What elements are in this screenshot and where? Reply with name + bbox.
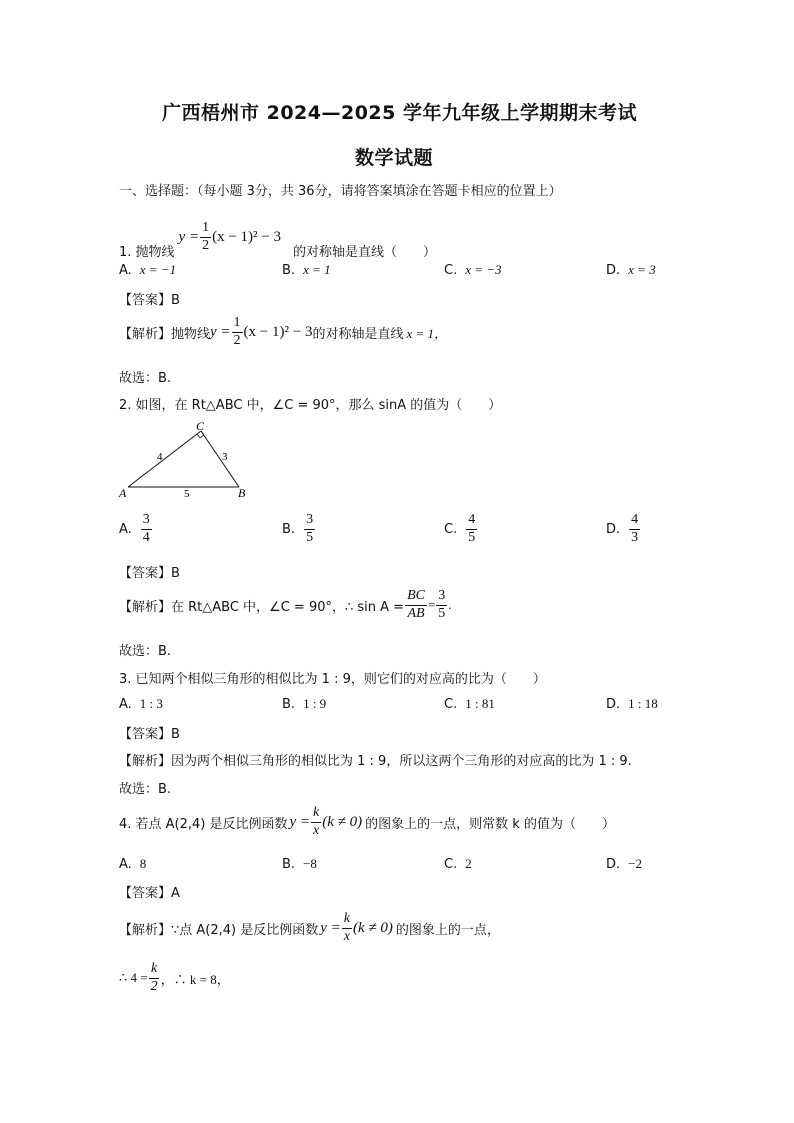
question-1 bbox=[119, 219, 436, 260]
q3-option-c[interactable]: C. 1 : 81 bbox=[444, 696, 495, 712]
vertex-c: C bbox=[196, 420, 205, 433]
q4-step: ∴ 4 = $\frac{k}{2}$ ，∴ k = 8， bbox=[119, 961, 230, 994]
q3-option-d[interactable]: D. 1 : 18 bbox=[606, 696, 658, 712]
page-subtitle: 数学试题 bbox=[355, 147, 434, 169]
question-1-number: 1. 抛物线 bbox=[119, 245, 175, 260]
q2-answer: 【答案】B bbox=[119, 566, 180, 581]
q4-option-b[interactable]: B. −8 bbox=[282, 856, 317, 872]
vertex-a: A bbox=[119, 486, 127, 500]
fraction-half: $\frac{1}{2}$ bbox=[202, 220, 210, 253]
q2-option-a[interactable]: A. $\frac{3}{4}$ bbox=[119, 512, 150, 545]
q1-conclusion: 故选：B. bbox=[119, 371, 172, 386]
question-1-tail: 的对称轴是直线（ ） bbox=[292, 245, 436, 260]
question-2: 2. 如图，在 Rt△ABC 中，∠C = 90°，那么 sinA 的值为（ ） bbox=[119, 398, 502, 413]
q4-option-d[interactable]: D. −2 bbox=[606, 856, 642, 872]
q2-option-b[interactable]: B. $\frac{3}{5}$ bbox=[282, 512, 314, 545]
q3-option-a[interactable]: A. 1 : 3 bbox=[119, 696, 163, 712]
label-ab: 5 bbox=[184, 488, 190, 500]
q3-option-b[interactable]: B. 1 : 9 bbox=[282, 696, 327, 712]
q4-option-c[interactable]: C. 2 bbox=[444, 856, 472, 872]
side-cb bbox=[201, 431, 239, 487]
q2-analysis: 【解析】在 Rt△ABC 中，∠C = 90°，∴ sin A = $\frac{BC}{AB}$ = $\frac{3}{5}$ . bbox=[119, 588, 452, 621]
q3-answer: 【答案】B bbox=[119, 727, 180, 742]
question-4: 4. 若点 A(2,4) 是反比例函数 y = $\frac{k}{x}$ (k ≠ 0) 的图象上的一点，则常数 k 的值为（ ） bbox=[119, 805, 615, 838]
q4-option-a[interactable]: A. 8 bbox=[119, 856, 147, 872]
vertex-b: B bbox=[238, 486, 246, 500]
q4-answer: 【答案】A bbox=[119, 886, 180, 901]
q2-conclusion: 故选：B. bbox=[119, 644, 172, 659]
q1-option-a[interactable]: A. x = −1 bbox=[119, 262, 177, 278]
q1-option-b[interactable]: B. x = 1 bbox=[282, 262, 331, 278]
q1-answer: 【答案】B bbox=[119, 293, 180, 308]
question-3: 3. 已知两个相似三角形的相似比为 1 : 9，则它们的对应高的比为（ ） bbox=[119, 672, 546, 687]
q1-analysis: 【解析】抛物线 y = $\frac{1}{2}$ (x − 1)² − 3 的对称轴是直线 x = 1， bbox=[119, 315, 448, 348]
triangle-figure bbox=[117, 420, 257, 500]
q3-conclusion: 故选：B. bbox=[119, 782, 172, 797]
q1-option-c[interactable]: C. x = −3 bbox=[444, 262, 502, 278]
q1-option-d[interactable]: D. x = 3 bbox=[606, 262, 656, 278]
page-title: 广西梧州市 2024—2025 学年九年级上学期期末考试 bbox=[162, 102, 637, 124]
section-heading: 一、选择题：（每小题 3分，共 36分，请将答案填涂在答题卡相应的位置上） bbox=[119, 184, 562, 199]
q2-option-c[interactable]: C. $\frac{4}{5}$ bbox=[444, 512, 476, 545]
q3-analysis: 【解析】因为两个相似三角形的相似比为 1 : 9，所以这两个三角形的对应高的比为 1 : 9. bbox=[119, 754, 632, 769]
label-ac: 4 bbox=[157, 451, 163, 463]
side-ac bbox=[128, 431, 201, 487]
label-bc: 3 bbox=[222, 451, 228, 463]
q4-analysis: 【解析】∵点 A(2,4) 是反比例函数 y = $\frac{k}{x}$ (k ≠ 0) 的图象上的一点， bbox=[119, 911, 500, 944]
q2-option-d[interactable]: D. $\frac{4}{3}$ bbox=[606, 512, 639, 545]
question-1-formula: y = $\frac{1}{2}$ (x − 1)² − 3 bbox=[178, 220, 281, 253]
